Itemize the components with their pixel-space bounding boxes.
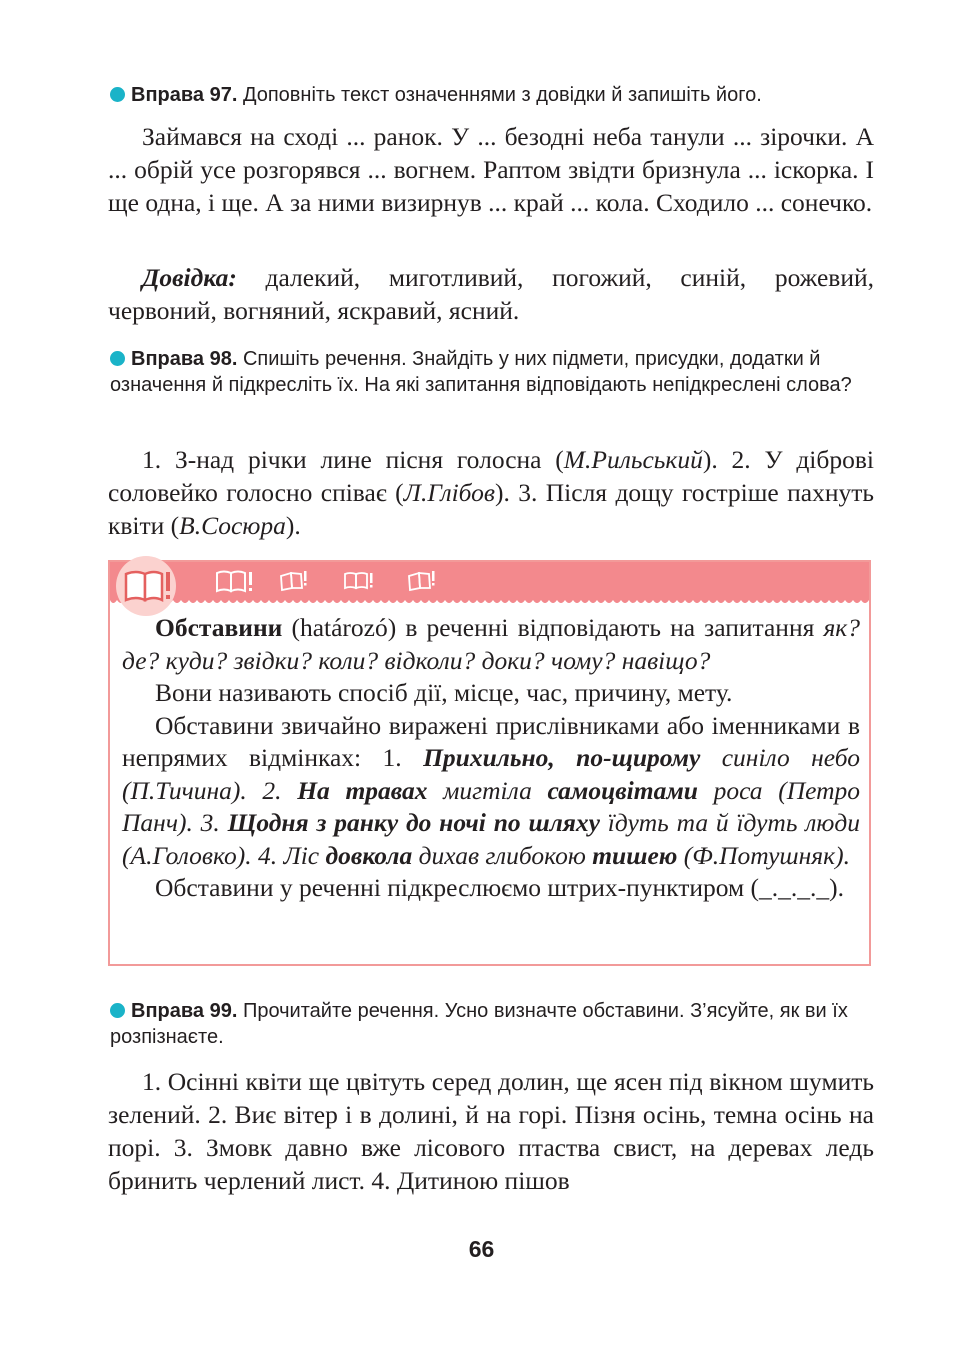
example-text: мигтіла xyxy=(427,775,548,805)
book-exclamation-icon xyxy=(116,556,176,616)
exercise-label: Вправа 99. xyxy=(131,1000,238,1022)
page-number: 66 xyxy=(468,1236,495,1262)
rule-paragraph-2: Вони називають спосіб дії, місце, час, причину, мету. xyxy=(155,678,733,707)
rule-text xyxy=(122,612,860,905)
paragraph: Займався на сході ... ранок. У ... безодні неба танули ... зірочки. А ... обрій усе розгорявся ... вогнем. Раптом звідти бризнула ... іскорка. І ще одна, і ще. А за ними визирнув ... край ... кола. Сходило ... сонечко. xyxy=(108,122,874,217)
book-icon xyxy=(342,568,376,592)
author: М.Рильський xyxy=(563,445,703,474)
sentence-part: 1. З-над річки лине пісня голосна ( xyxy=(142,445,564,474)
exercise-98-text xyxy=(108,443,874,542)
example-bold: Щодня з ранку до ночі по шляху xyxy=(227,808,600,837)
hint-text: далекий, миготливий, погожий, синій, рожевий, червоний, вогняний, яскравий, ясний. xyxy=(108,263,874,325)
exercise-97-header xyxy=(110,82,875,108)
bullet-icon xyxy=(110,87,125,102)
example-text: їдуть та й їдуть люди (А.Головко). 4. Ліс xyxy=(122,808,860,870)
author: Л.Глібов xyxy=(403,478,495,507)
exercise-99-text xyxy=(108,1065,874,1197)
underline-sample: (_._._._). xyxy=(750,873,845,902)
bullet-icon xyxy=(110,351,125,366)
text-fragment: Обставини звичайно виражені прислівниками або іменниками в непрямих відмінках: 1. xyxy=(122,710,860,772)
exercise-label: Вправа 98. xyxy=(131,348,238,370)
text-fragment: Обставини у реченні підкреслюємо штрих-пунктиром xyxy=(155,873,745,902)
exercise-task: Прочитайте речення. Усно визначте обставини. З’ясуйте, як ви їх розпізнаєте. xyxy=(110,1000,848,1048)
example-bold: довкола xyxy=(325,840,413,870)
example-text: (Ф.Потушняк). xyxy=(677,840,850,870)
example-bold: самоцвітами xyxy=(547,775,698,805)
paragraph xyxy=(108,443,874,542)
paragraph: 1. Осінні квіти ще цвітуть серед долин, ще ясен під вікном шумить зелений. 2. Виє вітер і в долині, й на горі. Пізня осінь, темна осінь на порі. 3. Змовк давно вже лісового птаства свист, на деревах ледь бринить черлений лист. 4. Дитиною пішов xyxy=(108,1067,874,1195)
exercise-label: Вправа 97. xyxy=(131,84,238,106)
rule-paragraph-4 xyxy=(122,872,860,905)
book-icon xyxy=(278,568,310,592)
rule-paragraph-3 xyxy=(122,710,860,873)
rule-paragraph-1 xyxy=(122,612,860,677)
example-text: дихав глибокою xyxy=(412,840,593,870)
exercise-task: Доповніть текст означеннями з довідки й запишіть його. xyxy=(242,84,762,106)
sentence-part: ). 3. Після дощу гостріше пахнуть квіти ( xyxy=(108,478,874,540)
scallop-edge xyxy=(110,596,869,608)
exercise-task: Спишіть речення. Знайдіть у них підмети, присудки, додатки й означення й підкресліть їх. На які запитання відповідають непідкреслені слова? xyxy=(110,348,852,396)
sentence-part: ). xyxy=(285,511,301,540)
exercise-99-header xyxy=(110,998,875,1050)
term: Обставини xyxy=(155,613,283,642)
example-bold: Прихильно, по-щирому xyxy=(423,743,701,772)
exercise-97-hint xyxy=(108,261,874,327)
exercise-97-text xyxy=(108,120,874,219)
example-bold: На травах xyxy=(297,775,428,805)
rule-box xyxy=(108,560,871,966)
text-fragment: (határozó) в реченні відповідають на запитання xyxy=(282,613,824,642)
hint-label: Довідка: xyxy=(142,263,237,292)
author: В.Сосюра xyxy=(179,511,286,540)
book-icon xyxy=(214,568,256,594)
book-icon xyxy=(406,568,438,592)
questions: як? де? куди? звідки? коли? відколи? доки? чому? навіщо? xyxy=(122,613,860,675)
example-bold: тишею xyxy=(592,840,678,870)
exercise-98-header xyxy=(110,346,875,398)
example-text: роса (Петро Панч). 3. xyxy=(122,775,861,837)
hint-paragraph xyxy=(108,261,874,327)
example-text: синіло небо (П.Тичина). 2. xyxy=(122,743,860,805)
bullet-icon xyxy=(110,1003,125,1018)
sentence-part: ). 2. У діброві соловейко голосно співає ( xyxy=(108,445,874,507)
